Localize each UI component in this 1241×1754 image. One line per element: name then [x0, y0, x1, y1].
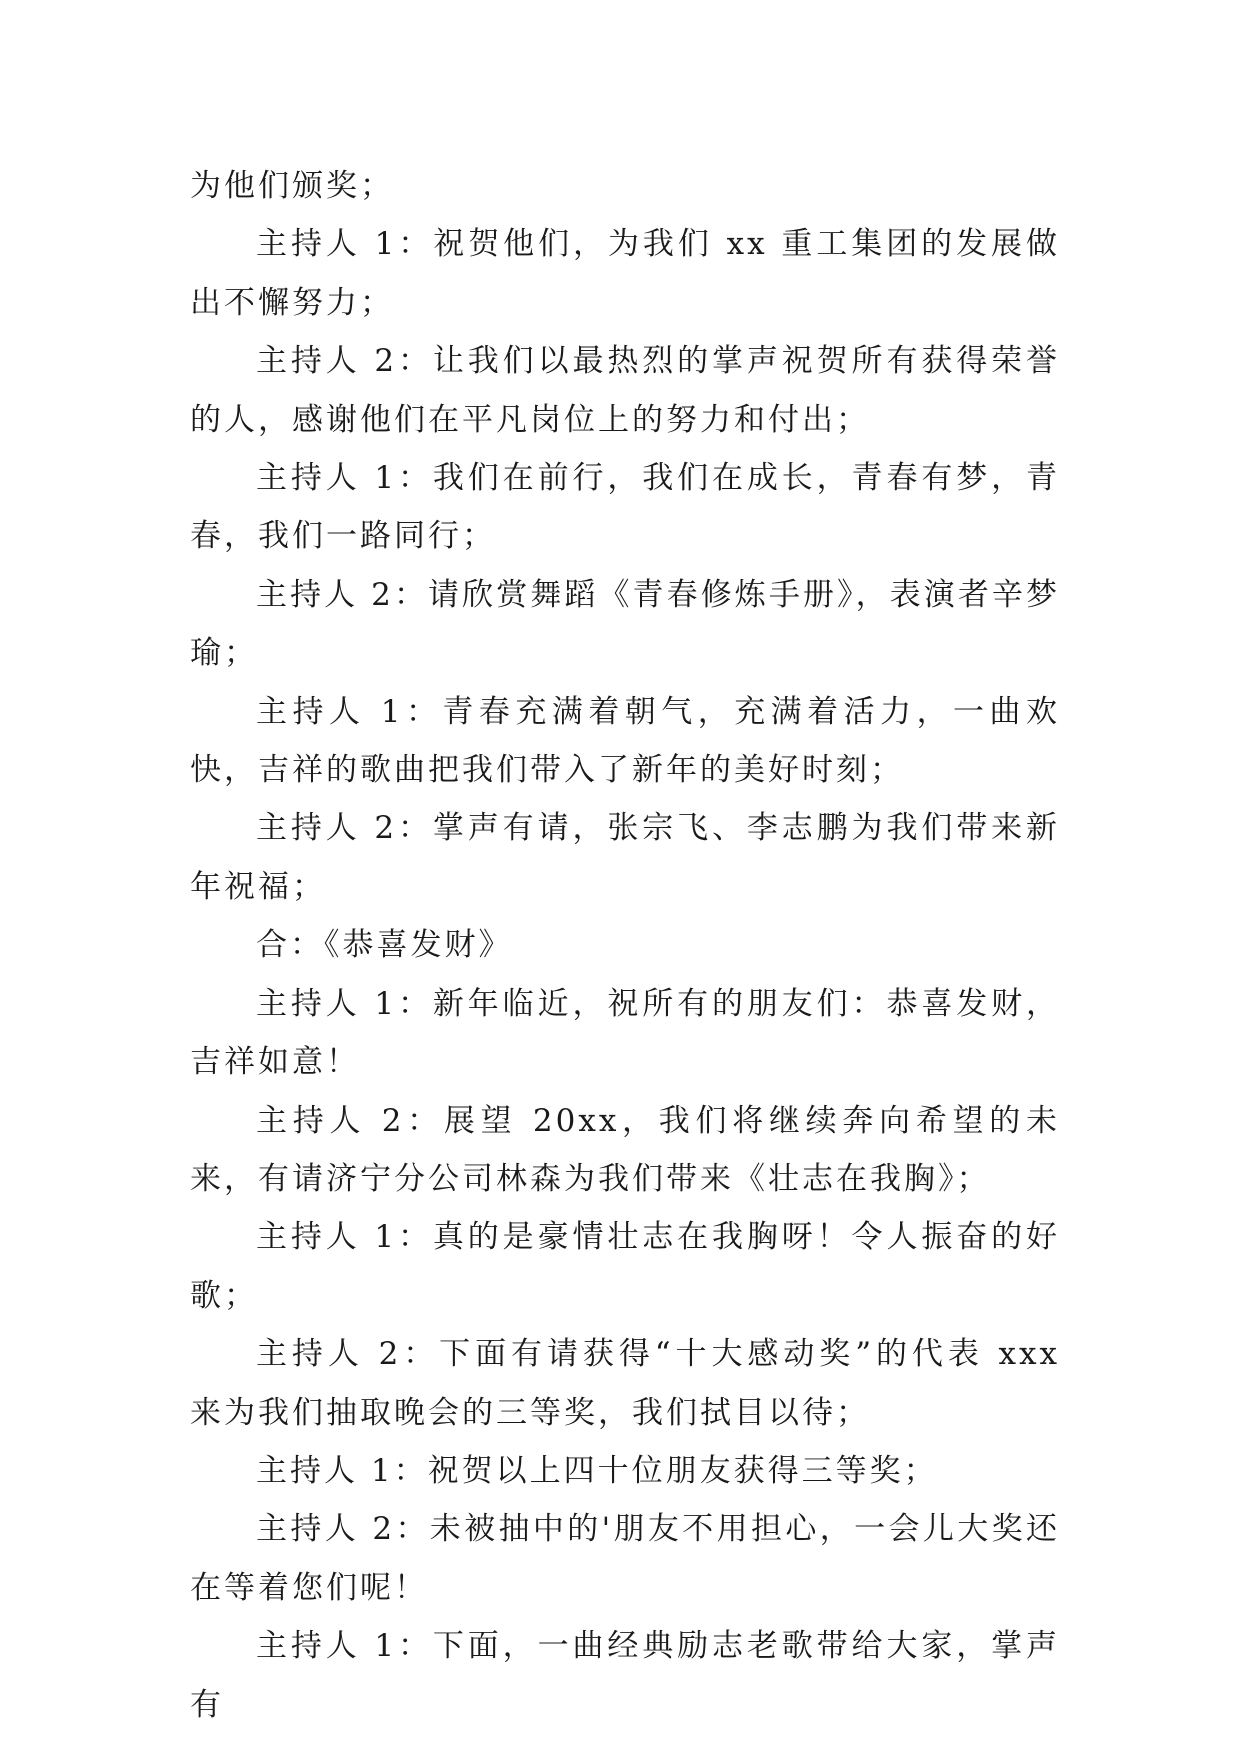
paragraph-6: 主持人 1：青春充满着朝气，充满着活力，一曲欢快，吉祥的歌曲把我们带入了新年的美好时刻； [190, 693, 1060, 789]
paragraph-10: 主持人 2：展望 20xx，我们将继续奔向希望的未来，有请济宁分公司林森为我们带来《壮志在我胸》； [190, 1102, 1060, 1197]
paragraph-9: 主持人 1：新年临近，祝所有的朋友们：恭喜发财，吉祥如意！ [190, 985, 1060, 1081]
paragraph-12: 主持人 2：下面有请获得“十大感动奖”的代表 xxx 来为我们抽取晚会的三等奖，我们拭目以待； [190, 1336, 1060, 1431]
document-body [190, 157, 1060, 1734]
paragraph-3: 主持人 2：让我们以最热烈的掌声祝贺所有获得荣誉的人，感谢他们在平凡岗位上的努力和付出； [190, 343, 1060, 438]
paragraph-1: 为他们颁奖； [190, 168, 394, 204]
paragraph-2: 主持人 1：祝贺他们，为我们 xx 重工集团的发展做出不懈努力； [190, 226, 1060, 321]
paragraph-7: 主持人 2：掌声有请，张宗飞、李志鹏为我们带来新年祝福； [190, 810, 1060, 905]
paragraph-15: 主持人 1：下面，一曲经典励志老歌带给大家，掌声有 [190, 1628, 1060, 1723]
paragraph-5: 主持人 2：请欣赏舞蹈《青春修炼手册》，表演者辛梦瑜； [190, 576, 1060, 672]
paragraph-4: 主持人 1：我们在前行，我们在成长，青春有梦，青春，我们一路同行； [190, 460, 1060, 555]
paragraph-11: 主持人 1：真的是豪情壮志在我胸呀！令人振奋的好歌； [190, 1219, 1060, 1314]
paragraph-8: 合：《恭喜发财》 [256, 927, 513, 964]
paragraph-13: 主持人 1：祝贺以上四十位朋友获得三等奖； [256, 1452, 938, 1489]
paragraph-14: 主持人 2：未被抽中的'朋友不用担心，一会儿大奖还在等着您们呢！ [190, 1511, 1060, 1606]
